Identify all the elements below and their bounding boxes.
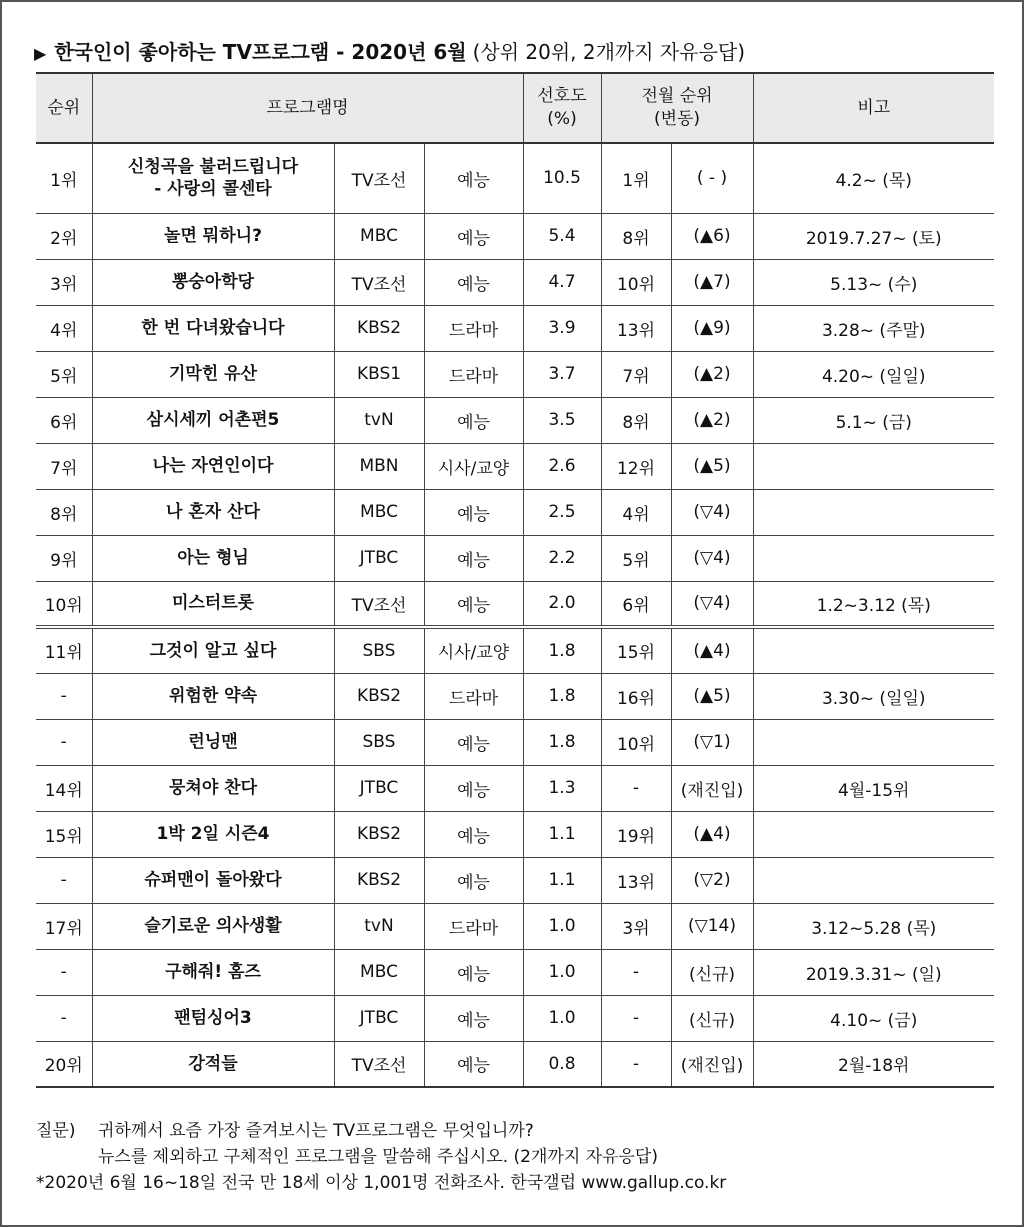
cell-genre: 예능 <box>424 995 523 1041</box>
cell-rank: 4위 <box>36 305 92 351</box>
cell-note: 3.12~5.28 (목) <box>753 903 994 949</box>
cell-genre: 예능 <box>424 397 523 443</box>
cell-program-name <box>92 489 334 535</box>
cell-rank: 11위 <box>36 627 92 673</box>
program-name-line1: 나는 자연인이다 <box>152 455 274 476</box>
table-row <box>36 627 994 673</box>
cell-channel: TV조선 <box>334 581 424 627</box>
cell-channel: MBC <box>334 489 424 535</box>
cell-note <box>753 857 994 903</box>
cell-channel: JTBC <box>334 995 424 1041</box>
cell-program-name <box>92 857 334 903</box>
header-rank: 순위 <box>36 73 92 143</box>
cell-channel: KBS2 <box>334 305 424 351</box>
title-subtitle: (상위 20위, 2개까지 자유응답) <box>472 40 746 64</box>
cell-note: 3.28~ (주말) <box>753 305 994 351</box>
cell-prev-rank: - <box>601 949 671 995</box>
cell-prev-rank: 3위 <box>601 903 671 949</box>
cell-prev-rank: 5위 <box>601 535 671 581</box>
cell-channel: KBS1 <box>334 351 424 397</box>
program-name-line1: 슈퍼맨이 돌아왔다 <box>144 869 282 890</box>
cell-genre: 시사/교양 <box>424 627 523 673</box>
survey-note: *2020년 6월 16~18일 전국 만 18세 이상 1,001명 전화조사. 한국갤럽 www.gallup.co.kr <box>36 1173 727 1193</box>
cell-genre: 드라마 <box>424 903 523 949</box>
cell-genre: 드라마 <box>424 673 523 719</box>
cell-prev-rank: 12위 <box>601 443 671 489</box>
cell-note <box>753 811 994 857</box>
cell-rank: 15위 <box>36 811 92 857</box>
cell-channel: JTBC <box>334 765 424 811</box>
table-row <box>36 397 994 443</box>
header-preference-line1: 선호도 <box>537 86 587 107</box>
table-row <box>36 673 994 719</box>
cell-prev-rank: 15위 <box>601 627 671 673</box>
cell-channel: TV조선 <box>334 143 424 213</box>
cell-rank-change: (신규) <box>671 949 753 995</box>
cell-channel: JTBC <box>334 535 424 581</box>
cell-program-name <box>92 995 334 1041</box>
cell-rank-change: (▲6) <box>671 213 753 259</box>
header-program: 프로그램명 <box>92 73 523 143</box>
table-row <box>36 765 994 811</box>
cell-prev-rank: 8위 <box>601 213 671 259</box>
program-name-line1: 위험한 약속 <box>168 685 258 706</box>
cell-program-name <box>92 903 334 949</box>
cell-rank-change: (신규) <box>671 995 753 1041</box>
cell-rank-change: (재진입) <box>671 1041 753 1087</box>
cell-channel: KBS2 <box>334 857 424 903</box>
question-text-2: 뉴스를 제외하고 구체적인 프로그램을 말씀해 주십시오. (2개까지 자유응답) <box>98 1147 658 1167</box>
table-row <box>36 351 994 397</box>
cell-note <box>753 489 994 535</box>
header-prev-rank-line2: (변동) <box>653 109 701 129</box>
cell-program-name <box>92 811 334 857</box>
cell-genre: 드라마 <box>424 351 523 397</box>
cell-rank-change: (▲2) <box>671 351 753 397</box>
program-name-line1: 뭉쳐야 찬다 <box>168 777 258 798</box>
cell-preference: 5.4 <box>523 213 601 259</box>
cell-rank-change: (▲5) <box>671 443 753 489</box>
table-row <box>36 535 994 581</box>
cell-prev-rank: 10위 <box>601 259 671 305</box>
header-prev-rank <box>601 73 753 143</box>
cell-note: 4.2~ (목) <box>753 143 994 213</box>
question-text-1: 귀하께서 요즘 가장 즐겨보시는 TV프로그램은 무엇입니까? <box>98 1121 534 1141</box>
cell-prev-rank: - <box>601 1041 671 1087</box>
cell-program-name <box>92 397 334 443</box>
cell-rank-change: (▽4) <box>671 489 753 535</box>
cell-rank-change: (▲5) <box>671 673 753 719</box>
cell-note: 4월-15위 <box>753 765 994 811</box>
cell-preference: 1.1 <box>523 811 601 857</box>
program-name-line1: 기막힌 유산 <box>168 363 258 384</box>
cell-note: 1.2~3.12 (목) <box>753 581 994 627</box>
program-name-line1: 강적들 <box>188 1053 238 1074</box>
cell-preference: 0.8 <box>523 1041 601 1087</box>
cell-prev-rank: - <box>601 995 671 1041</box>
cell-program-name <box>92 351 334 397</box>
cell-channel: SBS <box>334 627 424 673</box>
cell-prev-rank: 13위 <box>601 305 671 351</box>
cell-rank-change: (▽2) <box>671 857 753 903</box>
cell-genre: 예능 <box>424 535 523 581</box>
cell-prev-rank: 6위 <box>601 581 671 627</box>
cell-prev-rank: 4위 <box>601 489 671 535</box>
table-header-row <box>36 73 994 143</box>
cell-note: 4.20~ (일일) <box>753 351 994 397</box>
cell-genre: 예능 <box>424 581 523 627</box>
cell-prev-rank: 8위 <box>601 397 671 443</box>
cell-preference: 1.0 <box>523 995 601 1041</box>
cell-rank-change: ( - ) <box>671 143 753 213</box>
cell-rank: - <box>36 949 92 995</box>
program-name-line1: 팬텀싱어3 <box>174 1007 252 1028</box>
cell-genre: 예능 <box>424 765 523 811</box>
cell-prev-rank: 16위 <box>601 673 671 719</box>
cell-note: 5.1~ (금) <box>753 397 994 443</box>
cell-preference: 2.6 <box>523 443 601 489</box>
cell-rank: 6위 <box>36 397 92 443</box>
cell-genre: 예능 <box>424 1041 523 1087</box>
table-row <box>36 443 994 489</box>
cell-genre: 예능 <box>424 811 523 857</box>
cell-note: 2019.7.27~ (토) <box>753 213 994 259</box>
cell-program-name <box>92 259 334 305</box>
cell-channel: MBN <box>334 443 424 489</box>
cell-channel: tvN <box>334 903 424 949</box>
header-prev-rank-line1: 전월 순위 <box>641 86 713 107</box>
cell-prev-rank: - <box>601 765 671 811</box>
question-label: 질문) <box>36 1121 76 1141</box>
cell-rank: 2위 <box>36 213 92 259</box>
table-row <box>36 143 994 213</box>
cell-rank: - <box>36 857 92 903</box>
table-row <box>36 719 994 765</box>
cell-genre: 예능 <box>424 719 523 765</box>
cell-genre: 시사/교양 <box>424 443 523 489</box>
program-name-line1: 삼시세끼 어촌편5 <box>146 409 280 430</box>
cell-preference: 2.5 <box>523 489 601 535</box>
question-line-1 <box>36 1118 726 1144</box>
cell-genre: 드라마 <box>424 305 523 351</box>
cell-rank: - <box>36 995 92 1041</box>
cell-program-name <box>92 213 334 259</box>
cell-program-name <box>92 719 334 765</box>
header-preference-line2: (%) <box>547 109 577 129</box>
cell-genre: 예능 <box>424 259 523 305</box>
program-name-line1: 미스터트롯 <box>171 593 255 614</box>
cell-channel: KBS2 <box>334 811 424 857</box>
cell-rank: 8위 <box>36 489 92 535</box>
table-row <box>36 489 994 535</box>
cell-program-name <box>92 443 334 489</box>
footer <box>36 1118 726 1196</box>
cell-preference: 4.7 <box>523 259 601 305</box>
cell-rank-change: (▽14) <box>671 903 753 949</box>
cell-rank-change: (▲4) <box>671 811 753 857</box>
program-name-line2: - 사랑의 콜센타 <box>154 179 272 200</box>
title-main: 한국인이 좋아하는 TV프로그램 - 2020년 6월 <box>54 40 467 64</box>
cell-rank: 1위 <box>36 143 92 213</box>
cell-genre: 예능 <box>424 857 523 903</box>
cell-note <box>753 443 994 489</box>
cell-channel: MBC <box>334 213 424 259</box>
cell-rank-change: (▽4) <box>671 581 753 627</box>
table-row <box>36 949 994 995</box>
cell-rank: 14위 <box>36 765 92 811</box>
cell-genre: 예능 <box>424 143 523 213</box>
cell-preference: 3.5 <box>523 397 601 443</box>
header-note: 비고 <box>753 73 994 143</box>
table-row <box>36 857 994 903</box>
cell-genre: 예능 <box>424 949 523 995</box>
cell-program-name <box>92 143 334 213</box>
cell-rank: 5위 <box>36 351 92 397</box>
cell-program-name <box>92 673 334 719</box>
cell-rank: 3위 <box>36 259 92 305</box>
cell-note: 4.10~ (금) <box>753 995 994 1041</box>
cell-rank: 7위 <box>36 443 92 489</box>
cell-program-name <box>92 581 334 627</box>
cell-preference: 1.8 <box>523 673 601 719</box>
cell-rank-change: (재진입) <box>671 765 753 811</box>
cell-note: 3.30~ (일일) <box>753 673 994 719</box>
table-body <box>36 143 994 1087</box>
table-row <box>36 1041 994 1087</box>
table-row <box>36 903 994 949</box>
cell-rank: - <box>36 719 92 765</box>
cell-genre: 예능 <box>424 213 523 259</box>
cell-preference: 1.3 <box>523 765 601 811</box>
cell-program-name <box>92 1041 334 1087</box>
cell-genre: 예능 <box>424 489 523 535</box>
program-name-line1: 아는 형님 <box>177 547 249 568</box>
program-name-line1: 1박 2일 시즌4 <box>156 823 270 844</box>
title-arrow-icon: ▶ <box>34 44 47 63</box>
program-name-line1: 구해줘! 홈즈 <box>165 961 261 982</box>
program-name-line1: 한 번 다녀왔습니다 <box>141 317 285 338</box>
cell-rank: 9위 <box>36 535 92 581</box>
table-row <box>36 213 994 259</box>
header-preference <box>523 73 601 143</box>
program-name-line1: 런닝맨 <box>188 731 238 752</box>
cell-channel: TV조선 <box>334 259 424 305</box>
program-name-line1: 놀면 뭐하니? <box>164 225 262 246</box>
cell-rank-change: (▽1) <box>671 719 753 765</box>
program-name-line1: 그것이 알고 싶다 <box>149 640 277 661</box>
cell-preference: 2.2 <box>523 535 601 581</box>
cell-channel: MBC <box>334 949 424 995</box>
cell-note <box>753 535 994 581</box>
table-row <box>36 995 994 1041</box>
table-row <box>36 259 994 305</box>
cell-preference: 1.0 <box>523 903 601 949</box>
cell-rank-change: (▲4) <box>671 627 753 673</box>
cell-preference: 10.5 <box>523 143 601 213</box>
cell-rank-change: (▲2) <box>671 397 753 443</box>
cell-rank: - <box>36 673 92 719</box>
table-row <box>36 811 994 857</box>
table-row <box>36 581 994 627</box>
program-name-line1: 나 혼자 산다 <box>166 501 260 522</box>
cell-rank: 10위 <box>36 581 92 627</box>
cell-rank-change: (▲9) <box>671 305 753 351</box>
cell-note: 2월-18위 <box>753 1041 994 1087</box>
cell-channel: TV조선 <box>334 1041 424 1087</box>
cell-note: 5.13~ (수) <box>753 259 994 305</box>
cell-preference: 1.8 <box>523 627 601 673</box>
cell-rank-change: (▽4) <box>671 535 753 581</box>
page-title <box>34 36 745 65</box>
cell-channel: KBS2 <box>334 673 424 719</box>
cell-preference: 1.8 <box>523 719 601 765</box>
cell-rank: 20위 <box>36 1041 92 1087</box>
cell-preference: 2.0 <box>523 581 601 627</box>
cell-prev-rank: 13위 <box>601 857 671 903</box>
cell-note: 2019.3.31~ (일) <box>753 949 994 995</box>
program-name-line1: 뽕숭아학당 <box>171 271 255 292</box>
cell-preference: 3.9 <box>523 305 601 351</box>
program-name-line1: 신청곡을 불러드립니다 <box>127 157 299 178</box>
cell-prev-rank: 19위 <box>601 811 671 857</box>
cell-program-name <box>92 627 334 673</box>
cell-prev-rank: 1위 <box>601 143 671 213</box>
cell-prev-rank: 10위 <box>601 719 671 765</box>
cell-rank-change: (▲7) <box>671 259 753 305</box>
cell-program-name <box>92 949 334 995</box>
cell-program-name <box>92 305 334 351</box>
cell-channel: SBS <box>334 719 424 765</box>
ranking-table <box>36 72 994 1088</box>
cell-rank: 17위 <box>36 903 92 949</box>
cell-channel: tvN <box>334 397 424 443</box>
cell-note <box>753 719 994 765</box>
cell-program-name <box>92 765 334 811</box>
table-row <box>36 305 994 351</box>
cell-preference: 3.7 <box>523 351 601 397</box>
cell-preference: 1.1 <box>523 857 601 903</box>
program-name-line1: 슬기로운 의사생활 <box>144 915 282 936</box>
cell-preference: 1.0 <box>523 949 601 995</box>
cell-program-name <box>92 535 334 581</box>
cell-prev-rank: 7위 <box>601 351 671 397</box>
cell-note <box>753 627 994 673</box>
